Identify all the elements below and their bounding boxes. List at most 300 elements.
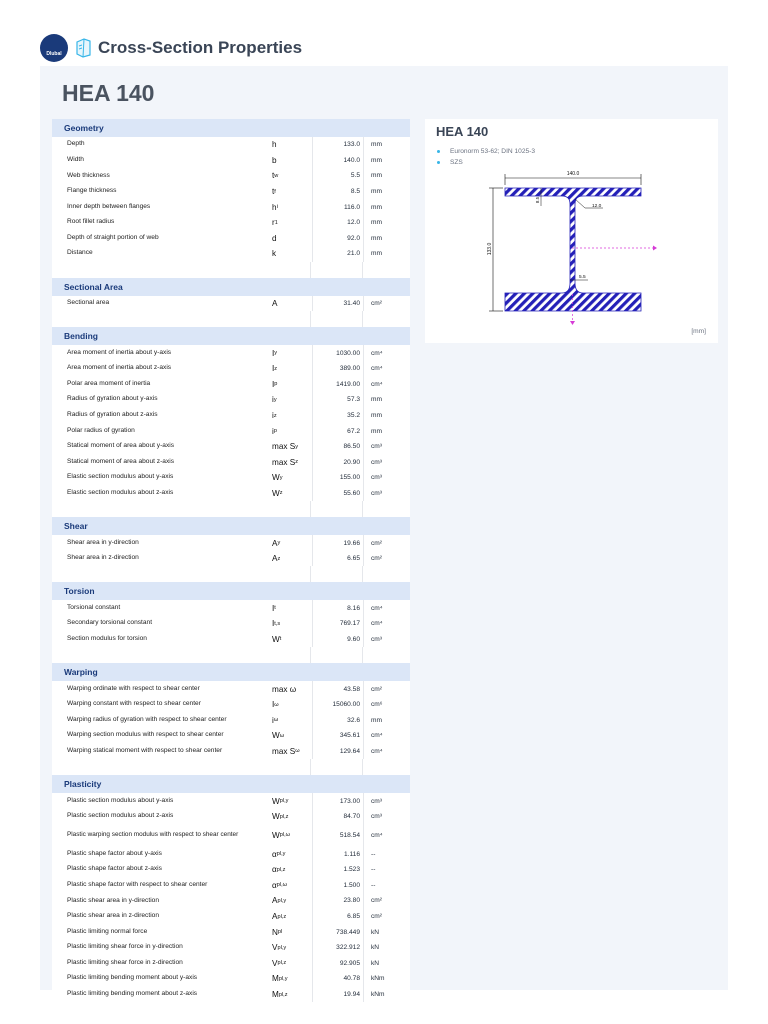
property-unit: mm: [371, 172, 382, 180]
property-row: [52, 551, 410, 567]
property-symbol: [270, 361, 313, 377]
property-symbol: [270, 909, 313, 925]
property-unit: cm⁴: [371, 365, 383, 373]
property-symbol: [270, 744, 313, 760]
symbol-main: V: [272, 958, 278, 968]
property-unit: kN: [371, 959, 380, 967]
property-row: [52, 924, 410, 940]
symbol-main: I: [272, 619, 275, 629]
property-description: Statical moment of area about y-axis: [67, 442, 175, 450]
symbol-main: b: [272, 155, 277, 165]
section-spacer: [310, 501, 363, 517]
symbol-main: max S: [272, 442, 296, 452]
symbol-subscript: y: [295, 443, 299, 450]
property-value: 35.2: [313, 408, 364, 424]
property-symbol: [270, 924, 313, 940]
symbol-main: W: [272, 634, 280, 644]
symbol-subscript: ω: [273, 717, 279, 724]
property-value: 8.16: [313, 600, 364, 616]
property-value: 1.500: [313, 878, 364, 894]
symbol-main: A: [272, 912, 278, 922]
symbol-subscript: t,s: [274, 620, 281, 627]
property-unit: mm: [371, 234, 382, 242]
symbol-subscript: y: [279, 474, 283, 481]
norm-text: Euronorm 53-62; DIN 1025-3: [450, 148, 536, 155]
property-description: Plastic section modulus about z-axis: [67, 812, 174, 820]
symbol-main: A: [272, 299, 278, 309]
property-row: [52, 535, 410, 551]
section-header: Sectional Area: [52, 278, 410, 296]
property-symbol: [270, 470, 313, 486]
property-row: [52, 231, 410, 247]
symbol-main: I: [272, 364, 275, 374]
symbol-main: I: [272, 379, 275, 389]
symbol-main: h: [272, 202, 277, 212]
symbol-subscript: ω: [279, 732, 285, 739]
property-symbol: [270, 137, 313, 153]
section-spacer: [310, 262, 363, 278]
property-row: [52, 940, 410, 956]
symbol-main: N: [272, 927, 278, 937]
property-description: Plastic limiting bending moment about z-axis: [67, 990, 198, 998]
property-symbol: [270, 824, 313, 846]
property-unit: mm: [371, 716, 382, 724]
symbol-subscript: 1: [274, 219, 278, 226]
property-description: Elastic section modulus about z-axis: [67, 489, 174, 497]
property-symbol: [270, 439, 313, 455]
property-symbol: [270, 846, 313, 862]
symbol-subscript: z: [279, 490, 283, 497]
symbol-subscript: pl,y: [279, 798, 289, 805]
property-row: [52, 712, 410, 728]
property-description: Plastic limiting shear force in z-direction: [67, 958, 183, 966]
property-row: [52, 345, 410, 361]
property-row: [52, 184, 410, 200]
norm-text: SZS: [450, 159, 463, 166]
symbol-main: I: [272, 348, 275, 358]
symbol-main: k: [272, 249, 277, 259]
property-description: Distance: [67, 249, 93, 257]
property-value: 19.94: [313, 987, 364, 1003]
property-unit: mm: [371, 188, 382, 196]
property-description: Warping ordinate with respect to shear center: [67, 684, 200, 692]
property-row: [52, 616, 410, 632]
property-value: 345.61: [313, 728, 364, 744]
property-row: [52, 377, 410, 393]
property-description: Web thickness: [67, 171, 110, 179]
property-description: Polar radius of gyration: [67, 426, 135, 434]
property-value: 140.0: [313, 153, 364, 169]
section-diagram-card: [425, 119, 718, 343]
property-symbol: [270, 987, 313, 1003]
symbol-main: i: [272, 395, 274, 405]
web-thickness-label: 5.5: [579, 275, 586, 280]
property-row: [52, 470, 410, 486]
property-row: [52, 681, 410, 697]
property-row: [52, 728, 410, 744]
property-value: 1.116: [313, 846, 364, 862]
property-value: 31.40: [313, 296, 364, 312]
property-value: 55.60: [313, 486, 364, 502]
property-unit: kNm: [371, 991, 385, 999]
app-title: Cross-Section Properties: [98, 38, 303, 57]
symbol-main: max S: [272, 746, 296, 756]
property-row: [52, 246, 410, 262]
property-description: Inner depth between flanges: [67, 202, 151, 210]
symbol-subscript: w: [274, 172, 279, 179]
section-header: Geometry: [52, 119, 410, 137]
property-symbol: [270, 246, 313, 262]
symbol-subscript: t: [274, 605, 276, 612]
symbol-main: I: [272, 700, 275, 710]
symbol-subscript: pl,z: [278, 991, 288, 998]
property-description: Plastic shape factor about y-axis: [67, 849, 162, 857]
property-description: Root fillet radius: [67, 218, 115, 226]
property-description: Section modulus for torsion: [67, 634, 147, 642]
property-symbol: [270, 408, 313, 424]
property-row: [52, 893, 410, 909]
property-value: 769.17: [313, 616, 364, 632]
symbol-main: α: [272, 865, 277, 875]
property-unit: cm⁴: [371, 620, 383, 628]
fillet-radius-label: 12.0: [592, 204, 602, 209]
symbol-main: A: [272, 896, 278, 906]
page-title: HEA 140: [62, 80, 155, 106]
property-description: Polar area moment of inertia: [67, 379, 151, 387]
property-unit: mm: [371, 156, 382, 164]
dlubal-logo[interactable]: [40, 34, 68, 62]
symbol-subscript: ω: [295, 748, 300, 755]
property-unit: cm³: [371, 443, 382, 451]
property-value: 738.449: [313, 924, 364, 940]
property-unit: --: [371, 850, 376, 858]
property-row: [52, 455, 410, 471]
property-value: 92.905: [313, 956, 364, 972]
property-symbol: [270, 809, 313, 825]
property-unit: cm³: [371, 635, 382, 643]
section-spacer: [310, 311, 363, 327]
property-symbol: [270, 153, 313, 169]
symbol-main: t: [272, 171, 275, 181]
symbol-main: d: [272, 233, 277, 243]
property-symbol: [270, 600, 313, 616]
symbol-subscript: ω: [274, 701, 279, 708]
property-value: 20.90: [313, 455, 364, 471]
property-row: [52, 153, 410, 169]
property-symbol: [270, 423, 313, 439]
property-symbol: [270, 793, 313, 809]
property-unit: cm³: [371, 797, 382, 805]
property-symbol: [270, 551, 313, 567]
flange-thickness-label: 8.5: [535, 196, 540, 204]
property-description: Plastic section modulus about y-axis: [67, 796, 174, 804]
property-unit: cm⁴: [371, 732, 383, 740]
property-symbol: [270, 956, 313, 972]
app-header: [40, 32, 302, 64]
property-unit: kN: [371, 928, 380, 936]
symbol-subscript: z: [295, 459, 299, 466]
symbol-main: i: [272, 426, 274, 436]
property-row: [52, 168, 410, 184]
symbol-main: V: [272, 943, 278, 953]
symbol-subscript: y: [273, 396, 277, 403]
property-value: 32.6: [313, 712, 364, 728]
property-symbol: [270, 392, 313, 408]
property-unit: cm²: [371, 685, 382, 693]
property-description: Plastic limiting normal force: [67, 927, 148, 935]
property-symbol: [270, 728, 313, 744]
property-row: [52, 824, 410, 846]
symbol-subscript: pl,z: [277, 960, 287, 967]
property-row: [52, 392, 410, 408]
section-spacer: [310, 647, 363, 663]
property-value: 5.5: [313, 168, 364, 184]
diagram-title: HEA 140: [436, 124, 489, 139]
property-symbol: [270, 616, 313, 632]
property-row: [52, 215, 410, 231]
symbol-main: t: [272, 187, 275, 197]
symbol-subscript: i: [276, 204, 278, 211]
property-unit: cm²: [371, 897, 382, 905]
property-unit: --: [371, 881, 376, 889]
property-symbol: [270, 168, 313, 184]
section-header: Warping: [52, 663, 410, 681]
property-unit: mm: [371, 203, 382, 211]
property-value: 19.66: [313, 535, 364, 551]
property-row: [52, 199, 410, 215]
symbol-subscript: pl,y: [277, 944, 287, 951]
property-symbol: [270, 455, 313, 471]
property-description: Elastic section modulus about y-axis: [67, 473, 174, 481]
property-unit: cm³: [371, 474, 382, 482]
property-unit: kNm: [371, 975, 385, 983]
section-header: Bending: [52, 327, 410, 345]
units-note: [mm]: [691, 328, 706, 335]
symbol-subscript: pl,z: [279, 813, 289, 820]
property-unit: --: [371, 866, 376, 874]
property-row: [52, 987, 410, 1003]
property-symbol: [270, 345, 313, 361]
property-row: [52, 137, 410, 153]
property-symbol: [270, 199, 313, 215]
property-value: 9.60: [313, 632, 364, 648]
property-description: Warping radius of gyration with respect to shear center: [67, 715, 227, 723]
symbol-main: W: [272, 488, 280, 498]
property-symbol: [270, 940, 313, 956]
property-value: 155.00: [313, 470, 364, 486]
property-unit: cm³: [371, 813, 382, 821]
property-row: [52, 971, 410, 987]
property-unit: cm⁴: [371, 604, 383, 612]
symbol-subscript: t: [279, 636, 282, 643]
symbol-main: I: [272, 603, 275, 613]
property-unit: cm³: [371, 489, 382, 497]
symbol-subscript: pl,y: [276, 851, 286, 858]
property-symbol: [270, 632, 313, 648]
property-row: [52, 744, 410, 760]
property-unit: cm⁴: [371, 349, 383, 357]
symbol-subscript: z: [274, 365, 278, 372]
section-header: Plasticity: [52, 775, 410, 793]
property-value: 173.00: [313, 793, 364, 809]
property-row: [52, 439, 410, 455]
property-value: 23.80: [313, 893, 364, 909]
symbol-main: W: [272, 473, 280, 483]
symbol-main: r: [272, 218, 275, 228]
property-value: 43.58: [313, 681, 364, 697]
symbol-main: A: [272, 554, 278, 564]
symbol-main: α: [272, 880, 277, 890]
property-symbol: [270, 215, 313, 231]
property-description: Plastic limiting bending moment about y-axis: [67, 974, 198, 982]
property-value: 116.0: [313, 199, 364, 215]
property-symbol: [270, 697, 313, 713]
property-row: [52, 909, 410, 925]
property-row: [52, 632, 410, 648]
property-description: Secondary torsional constant: [67, 619, 153, 627]
property-unit: kN: [371, 944, 380, 952]
property-description: Depth of straight portion of web: [67, 233, 159, 241]
symbol-main: α: [272, 849, 277, 859]
property-unit: mm: [371, 396, 382, 404]
symbol-subscript: pl,y: [277, 897, 287, 904]
section-header: Torsion: [52, 582, 410, 600]
symbol-main: M: [272, 990, 279, 1000]
symbol-main: W: [272, 731, 280, 741]
property-value: 57.3: [313, 392, 364, 408]
property-value: 92.0: [313, 231, 364, 247]
cross-section-icon: [74, 38, 92, 58]
property-unit: cm⁴: [371, 380, 383, 388]
property-description: Plastic warping section modulus with respect to shear center: [67, 831, 239, 839]
logo-text: Dlubal: [46, 51, 62, 57]
property-unit: mm: [371, 250, 382, 258]
height-label: 133.0: [487, 242, 493, 256]
property-unit: cm⁶: [371, 701, 383, 709]
i-beam-shape: [505, 188, 641, 311]
property-row: [52, 408, 410, 424]
property-value: 133.0: [313, 137, 364, 153]
property-value: 1030.00: [313, 345, 364, 361]
properties-table: [52, 119, 410, 1000]
property-description: Radius of gyration about y-axis: [67, 395, 158, 403]
property-row: [52, 956, 410, 972]
property-symbol: [270, 878, 313, 894]
property-value: 21.0: [313, 246, 364, 262]
property-symbol: [270, 184, 313, 200]
symbol-subscript: pl,ω: [279, 832, 291, 839]
symbol-subscript: f: [274, 188, 276, 195]
property-symbol: [270, 681, 313, 697]
property-unit: mm: [371, 412, 382, 420]
property-symbol: [270, 862, 313, 878]
property-description: Width: [67, 155, 84, 163]
property-row: [52, 862, 410, 878]
symbol-main: A: [272, 538, 278, 548]
symbol-subscript: pl: [277, 929, 283, 936]
symbol-main: W: [272, 812, 280, 822]
property-value: 1419.00: [313, 377, 364, 393]
property-row: [52, 296, 410, 312]
property-unit: cm²: [371, 913, 382, 921]
symbol-subscript: y: [277, 540, 281, 547]
symbol-subscript: z: [277, 555, 281, 562]
y-axis: [572, 246, 657, 251]
symbol-main: M: [272, 974, 279, 984]
property-description: Shear area in z-direction: [67, 554, 139, 562]
symbol-subscript: p: [273, 428, 277, 435]
property-description: Torsional constant: [67, 603, 121, 611]
section-spacer: [310, 759, 363, 775]
property-description: Warping statical moment with respect to shear center: [67, 746, 223, 754]
property-value: 129.64: [313, 744, 364, 760]
property-symbol: [270, 712, 313, 728]
property-symbol: [270, 486, 313, 502]
property-value: 322.912: [313, 940, 364, 956]
symbol-subscript: y: [274, 350, 278, 357]
property-value: 6.65: [313, 551, 364, 567]
property-value: 6.85: [313, 909, 364, 925]
property-row: [52, 423, 410, 439]
property-value: 84.70: [313, 809, 364, 825]
property-description: Plastic shear area in y-direction: [67, 896, 159, 904]
symbol-subscript: pl,z: [276, 866, 286, 873]
property-description: Depth: [67, 140, 85, 148]
i-beam-drawing: [425, 119, 718, 343]
property-value: 86.50: [313, 439, 364, 455]
property-description: Shear area in y-direction: [67, 538, 139, 546]
property-unit: cm²: [371, 539, 382, 547]
property-description: Plastic shear area in z-direction: [67, 912, 159, 920]
property-description: Warping constant with respect to shear center: [67, 700, 201, 708]
symbol-main: i: [272, 411, 274, 421]
property-unit: cm³: [371, 458, 382, 466]
property-symbol: [270, 893, 313, 909]
symbol-main: W: [272, 796, 280, 806]
symbol-main: max ω: [272, 684, 297, 694]
symbol-subscript: p: [274, 381, 278, 388]
symbol-main: i: [272, 715, 274, 725]
symbol-main: W: [272, 830, 280, 840]
property-unit: cm⁴: [371, 831, 383, 839]
property-unit: cm⁴: [371, 747, 383, 755]
symbol-main: max S: [272, 457, 296, 467]
property-symbol: [270, 971, 313, 987]
property-value: 389.00: [313, 361, 364, 377]
symbol-main: h: [272, 140, 277, 150]
symbol-subscript: pl,y: [278, 975, 288, 982]
property-row: [52, 697, 410, 713]
property-value: 12.0: [313, 215, 364, 231]
section-header: Shear: [52, 517, 410, 535]
property-row: [52, 361, 410, 377]
property-row: [52, 600, 410, 616]
property-description: Flange thickness: [67, 187, 117, 195]
symbol-subscript: pl,z: [277, 913, 287, 920]
property-description: Plastic shape factor about z-axis: [67, 865, 162, 873]
property-row: [52, 846, 410, 862]
property-symbol: [270, 296, 313, 312]
property-unit: mm: [371, 141, 382, 149]
property-description: Warping section modulus with respect to shear center: [67, 731, 224, 739]
section-spacer: [310, 566, 363, 582]
property-value: 518.54: [313, 824, 364, 846]
property-unit: cm²: [371, 300, 382, 308]
property-unit: mm: [371, 427, 382, 435]
property-symbol: [270, 377, 313, 393]
property-description: Area moment of inertia about y-axis: [67, 348, 172, 356]
property-value: 1.523: [313, 862, 364, 878]
